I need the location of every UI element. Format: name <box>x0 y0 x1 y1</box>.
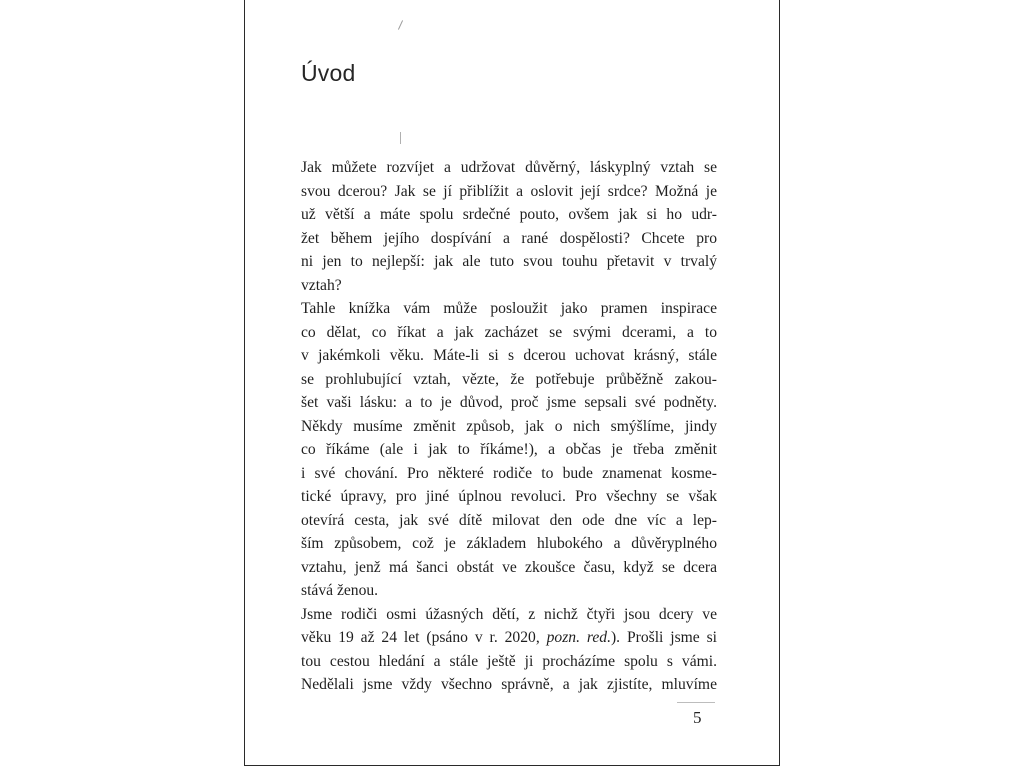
text-line: ším způsobem, což je základem hlubokého a důvěryplného <box>301 535 717 552</box>
text-line: šet vaši lásku: a to je důvod, proč jsme sepsali své podněty. <box>301 394 717 411</box>
chapter-heading: Úvod <box>301 60 356 86</box>
text-line: tou cestou hledání a stále ještě ji procházíme spolu s vámi. <box>301 652 717 670</box>
scan-mark <box>400 132 401 144</box>
text-line: svou dcerou? Jak se jí přiblížit a oslovit její srdce? Možná je <box>301 182 717 200</box>
text-line: už větší a máte spolu srdečné pouto, ovšem jak si ho udr- <box>301 206 717 223</box>
text-line: stává ženou. <box>301 582 379 599</box>
text-line: se prohlubující vztah, vězte, že potřebuje průběžně zakou- <box>301 370 717 388</box>
text-line: žet během jejího dospívání a rané dospělosti? Chcete pro <box>301 229 717 247</box>
scan-mark <box>398 20 403 29</box>
text-line: vztahu, jenž má šanci obstát ve zkoušce času, když se dcera <box>301 558 717 576</box>
text-line: otevírá cesta, jak své dítě milovat den ode dne víc a lep- <box>301 511 717 529</box>
book-page <box>244 0 780 766</box>
text-line: vztah? <box>301 276 342 294</box>
text-line: v jakémkoli věku. Máte-li si s dcerou uchovat krásný, stále <box>301 347 717 364</box>
text-line: i své chování. Pro některé rodiče to bude znamenat kosme- <box>301 464 717 482</box>
text-line: Tahle knížka vám může posloužit jako pramen inspirace <box>301 300 717 317</box>
text-line: co dělat, co říkat a jak zacházet se svými dcerami, a to <box>301 323 717 341</box>
text-fragment: ). Prošli jsme si <box>610 629 717 646</box>
text-line: Jsme rodiči osmi úžasných dětí, z nichž čtyři jsou dcery ve <box>301 605 717 623</box>
body-text <box>301 156 717 697</box>
text-fragment: věku 19 až 24 let (psáno v r. 2020, <box>301 629 547 646</box>
text-line: tické úpravy, pro jiné úplnou revoluci. Pro všechny se však <box>301 488 717 505</box>
text-line: ni jen to nejlepší: jak ale tuto svou touhu přetavit v trvalý <box>301 253 717 270</box>
footer-rule <box>677 702 715 703</box>
text-line: Někdy musíme změnit způsob, jak o nich smýšlíme, jindy <box>301 417 717 435</box>
text-line <box>301 626 717 650</box>
page-number: 5 <box>693 708 702 727</box>
editor-note: pozn. red. <box>546 629 611 646</box>
text-line: Nedělali jsme vždy všechno správně, a jak zjistíte, mluvíme <box>301 676 717 693</box>
text-line: co říkáme (ale i jak to říkáme!), a občas je třeba změnit <box>301 441 717 458</box>
text-line: Jak můžete rozvíjet a udržovat důvěrný, láskyplný vztah se <box>301 159 717 176</box>
